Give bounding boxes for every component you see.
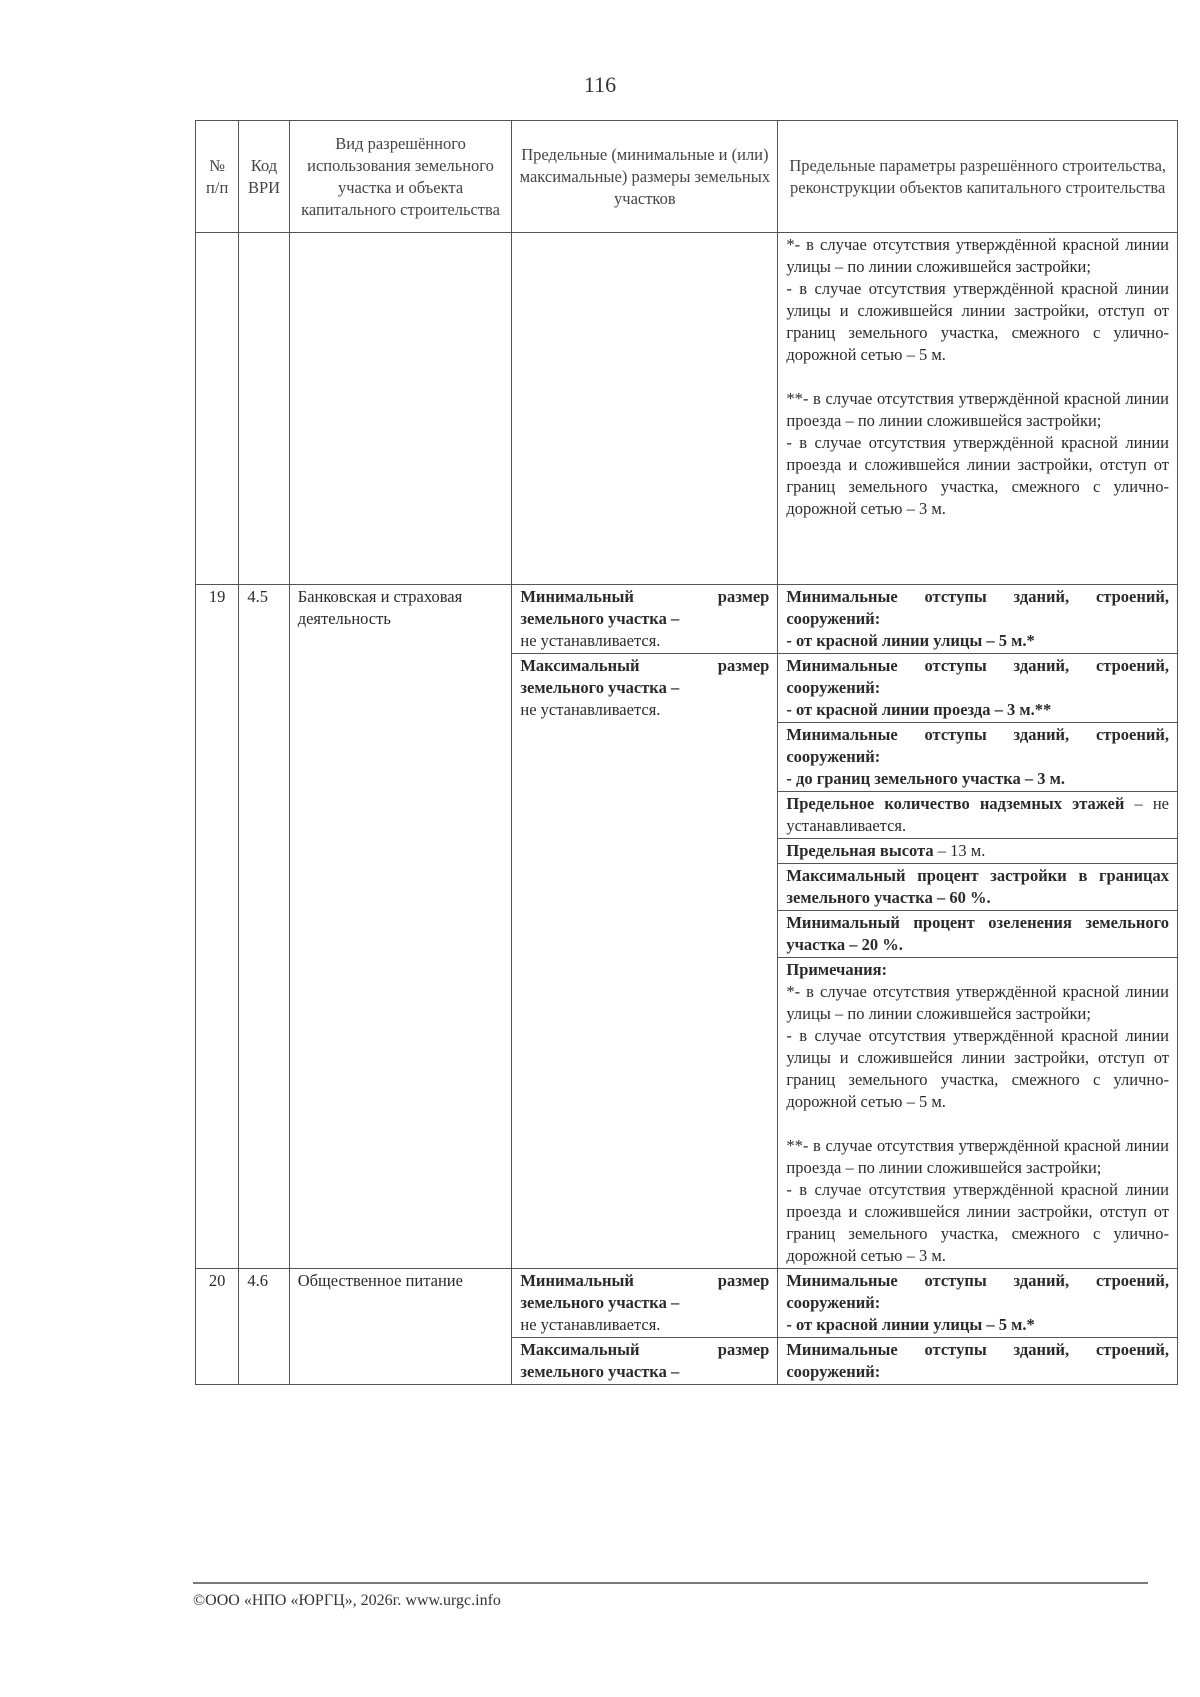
param-label: Максимальный процент застройки в границах земельного участка	[786, 866, 1169, 907]
param-setback-driveway	[778, 1338, 1178, 1385]
param-label: Минимальный процент озеленения земельного участка	[786, 913, 1169, 954]
header-size: Предельные (минимальные и (или) максимальные) размеры земельных участков	[512, 121, 778, 233]
note-4: - в случае отсутствия утверждённой красной линии проезда и сложившейся линии застройки, отступ от границ земельного участка, смежного с улично-дорожной сетью – 3 м.	[786, 433, 1169, 518]
continuation-notes	[778, 233, 1178, 585]
header-kind: Вид разрешённого использования земельного участка и объекта капитального строительства	[289, 121, 512, 233]
max-size-cell	[512, 1338, 778, 1385]
param-floors	[778, 792, 1178, 839]
note-2: - в случае отсутствия утверждённой красной линии улицы и сложившейся линии застройки, отступ от границ земельного участка, смежного с улично-дорожной сетью – 5 м.	[786, 279, 1169, 364]
table-row-19	[196, 585, 1178, 654]
param-value: – 20 %.	[845, 935, 903, 954]
param-setback-driveway	[778, 654, 1178, 723]
regulations-table	[195, 120, 1178, 1385]
notes-title: Примечания:	[786, 960, 888, 979]
note-1: *- в случае отсутствия утверждённой красной линии улицы – по линии сложившейся застройки;	[786, 235, 1169, 276]
min-size-value: не устанавливается.	[520, 1315, 661, 1334]
param-value: - от красной линии улицы – 5 м.*	[786, 1315, 1035, 1334]
note-3: **- в случае отсутствия утверждённой красной линии проезда – по линии сложившейся застройки;	[786, 389, 1169, 430]
param-setback-street	[778, 1269, 1178, 1338]
param-value: - от красной линии проезда – 3 м.**	[786, 700, 1052, 719]
param-value: - от красной линии улицы – 5 м.*	[786, 631, 1035, 650]
note-4: - в случае отсутствия утверждённой красной линии проезда и сложившейся линии застройки, отступ от границ земельного участка, смежного с улично-дорожной сетью – 3 м.	[786, 1180, 1169, 1265]
param-label: Минимальные отступы зданий, строений, сооружений:	[786, 725, 1169, 766]
param-coverage	[778, 864, 1178, 911]
notes-cell	[778, 958, 1178, 1269]
row-code: 4.5	[239, 585, 289, 1269]
param-setback-boundary	[778, 723, 1178, 792]
min-size-label: Минимальный размер земельного участка –	[520, 587, 770, 628]
param-label: Минимальные отступы зданий, строений, сооружений:	[786, 587, 1169, 628]
note-1: *- в случае отсутствия утверждённой красной линии улицы – по линии сложившейся застройки;	[786, 982, 1169, 1023]
header-num: № п/п	[196, 121, 239, 233]
param-label: Предельная высота	[786, 841, 934, 860]
min-size-value: не устанавливается.	[520, 631, 661, 650]
min-size-label: Минимальный размер земельного участка –	[520, 1271, 770, 1312]
table-header-row	[196, 121, 1178, 233]
row-number: 20	[196, 1269, 239, 1385]
max-size-cell	[512, 654, 778, 1269]
min-size-cell	[512, 585, 778, 654]
param-label: Предельное количество надземных этажей	[786, 794, 1125, 813]
param-value: – не устанавливается.	[786, 794, 1169, 835]
max-size-value: не устанавливается.	[520, 700, 661, 719]
param-value: – 60 %.	[932, 888, 991, 907]
row-kind: Банковская и страховая деятельность	[289, 585, 512, 1269]
page-number: 116	[583, 72, 617, 97]
header-params: Предельные параметры разрешённого строительства, реконструкции объектов капитального строительства	[778, 121, 1178, 233]
min-size-cell	[512, 1269, 778, 1338]
param-greening	[778, 911, 1178, 958]
param-label: Минимальные отступы зданий, строений, сооружений:	[786, 1340, 1169, 1381]
row-number: 19	[196, 585, 239, 1269]
note-2: - в случае отсутствия утверждённой красной линии улицы и сложившейся линии застройки, отступ от границ земельного участка, смежного с улично-дорожной сетью – 5 м.	[786, 1026, 1169, 1111]
param-label: Минимальные отступы зданий, строений, сооружений:	[786, 656, 1169, 697]
row-kind: Общественное питание	[289, 1269, 512, 1385]
max-size-label: Максимальный размер земельного участка –	[520, 656, 770, 697]
header-code: Код ВРИ	[239, 121, 289, 233]
param-label: Минимальные отступы зданий, строений, сооружений:	[786, 1271, 1169, 1312]
table-row-20	[196, 1269, 1178, 1338]
param-value: - до границ земельного участка – 3 м.	[786, 769, 1065, 788]
param-height	[778, 839, 1178, 864]
param-value: – 13 м.	[933, 841, 986, 860]
table-row-continuation	[196, 233, 1178, 585]
param-setback-street	[778, 585, 1178, 654]
footer-copyright: ©ООО «НПО «ЮРГЦ», 2026г. www.urgc.info	[193, 1592, 501, 1609]
row-code: 4.6	[239, 1269, 289, 1385]
note-3: **- в случае отсутствия утверждённой красной линии проезда – по линии сложившейся застройки;	[786, 1136, 1169, 1177]
footer-divider	[193, 1582, 1148, 1584]
max-size-label: Максимальный размер земельного участка –	[520, 1340, 770, 1381]
